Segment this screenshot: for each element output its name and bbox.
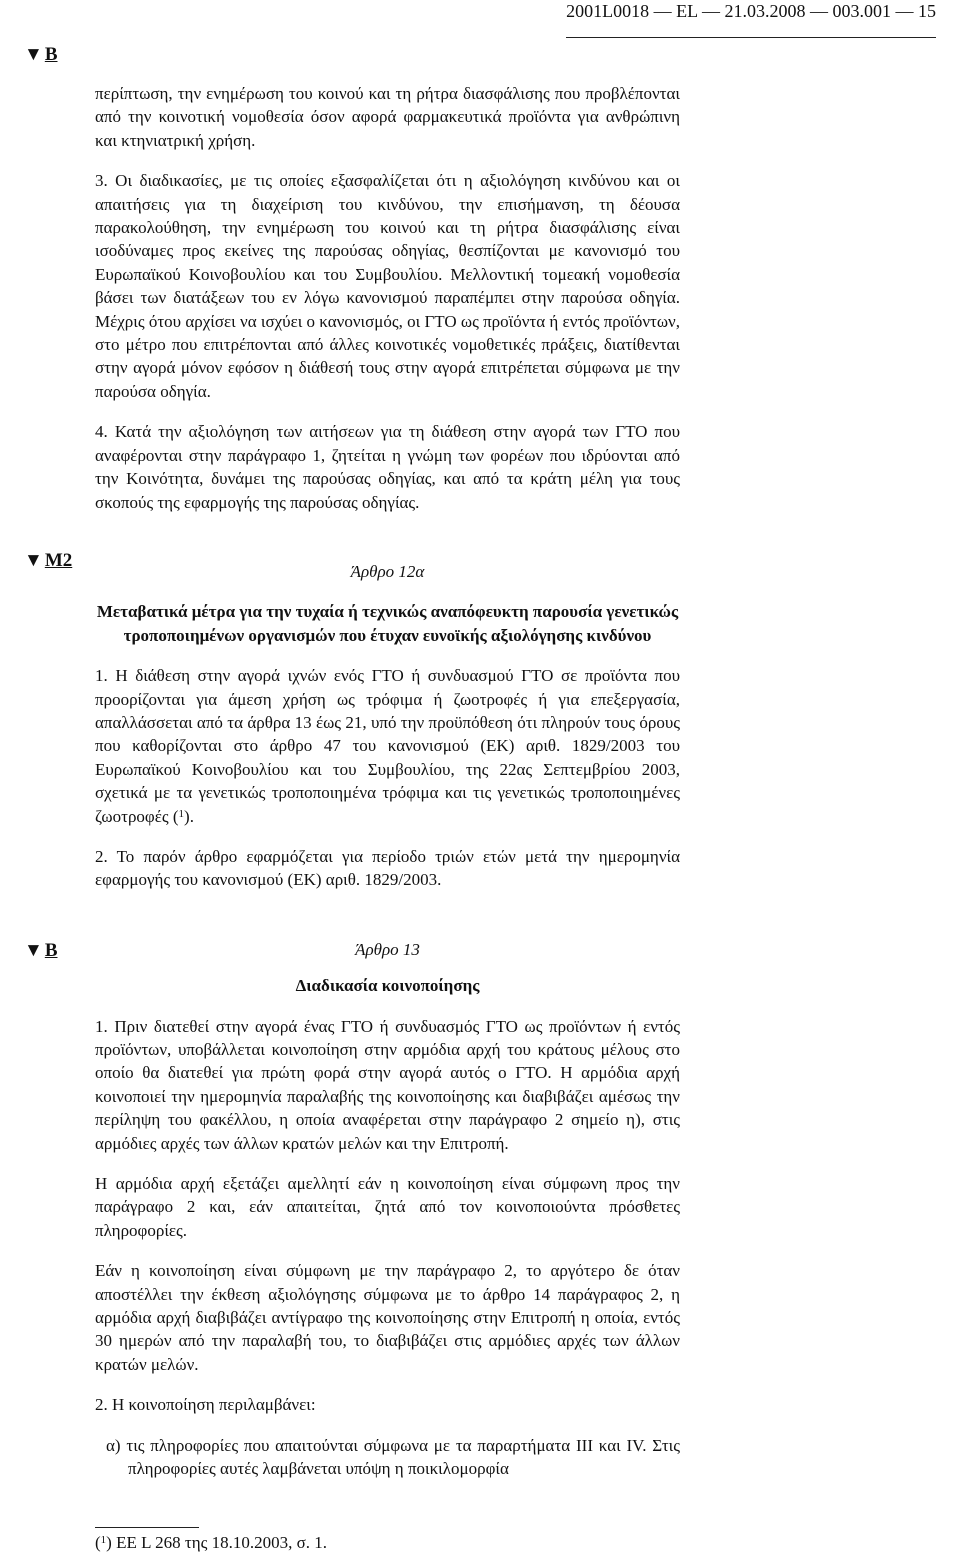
marker-label: B — [44, 44, 58, 65]
down-triangle-icon: ▼ — [24, 940, 43, 961]
footnote-text: ΕΕ L 268 της 18.10.2003, σ. 1. — [111, 1533, 327, 1552]
down-triangle-icon: ▼ — [24, 44, 43, 65]
article-13-paragraph-1-b: Η αρμόδια αρχή εξετάζει αμελλητί εάν η κοινοποίηση είναι σύμφωνη προς την παράγραφο 2 και, εάν απαιτείται, ζητά από τον κοινοποιούντα πρόσθετες πληροφορίες. — [95, 1174, 680, 1240]
marker-label: B — [44, 940, 58, 961]
footnote-marker: 1 — [100, 1534, 107, 1546]
page-header: 2001L0018 — EL — 21.03.2008 — 003.001 — 15 — [566, 0, 936, 38]
article-12a-paragraph-1: 1. Η διάθεση στην αγορά ιχνών ενός ΓΤΟ ή συνδυασμού ΓΤΟ σε προϊόντα που προορίζονται για άμεση χρήση ως τρόφιμα ή ζωοτροφές ή για επεξεργασία, απαλλάσσεται από τα άρθρα 13 έως 21, υπό την προϋπόθεση ότι πληρούν τους όρους που καθορίζονται στο άρθρο 47 του κανονισμού (ΕΚ) αριθ. 1829/2003 του Ευρωπαϊκού Κοινοβουλίου και του Συμβουλίου, της 22ας Σεπτεμβρίου 2003, σχετικά με τα γενετικώς τροποποιημένα τρόφιμα και τις γενετικώς τροποποιημένες ζωοτροφές ($^1$). — [95, 666, 680, 826]
down-triangle-icon: ▼ — [24, 550, 43, 571]
article-12a-heading: Μεταβατικά μέτρα για την τυχαία ή τεχνικώς αναπόφευκτη παρουσία γενετικώς τροποποιημένων οργανισμών που έτυχαν ευνοϊκής αξιολόγησης κινδύνου — [96, 602, 679, 645]
article-12a-paragraph-2: 2. Το παρόν άρθρο εφαρμόζεται για περίοδο τριών ετών μετά την ημερομηνία εφαρμογής του κανονισμού (ΕΚ) αριθ. 1829/2003. — [95, 846, 680, 890]
document-body — [95, 82, 680, 1481]
footnote: ($^1$) ΕΕ L 268 της 18.10.2003, σ. 1. — [95, 1533, 327, 1552]
article-13-paragraph-1-c: Εάν η κοινοποίηση είναι σύμφωνη με την παράγραφο 2, το αργότερο δε όταν αποστέλλει την έκθεση αξιολόγησης σύμφωνα με το άρθρο 14 παράγραφος 2, η αρμόδια αρχή διαβιβάζει αντίγραφο της κοινοποίησης στην Επιτροπή η οποία, εντός 30 ημερών από την παραλαβή του, το διαβιβάζει στις αρμόδιες αρχές των άλλων κρατών μελών. — [95, 1261, 680, 1374]
article-13-title: Άρθρο 13 — [355, 939, 420, 959]
amendment-marker-b — [24, 940, 58, 962]
article-12a-title: Άρθρο 12α — [350, 561, 425, 581]
marker-label: M2 — [44, 550, 73, 571]
list-item-a: α) τις πληροφορίες που απαιτούνται σύμφωνα με τα παραρτήματα III και IV. Στις πληροφορίες αυτές λαμβάνεται υπόψη η ποικιλομορφία — [106, 1435, 680, 1479]
footnote-divider — [95, 1527, 199, 1528]
article-13-heading: Διαδικασία κοινοποίησης — [295, 976, 480, 996]
article-13-paragraph-1: 1. Πριν διατεθεί στην αγορά ένας ΓΤΟ ή συνδυασμός ΓΤΟ ως προϊόντων ή εντός προϊόντων, υποβάλλεται κοινοποίηση στην αρμόδια αρχή του κράτους μέλους στο οποίο θα διατεθεί για πρώτη φορά στην αγορά αυτός ο ΓΤΟ. Η αρμόδια αρχή κοινοποιεί την ημερομηνία παραλαβής της κοινοποίησης και διαβιβάζει αμέσως την περίληψη του φακέλλου, η οποία αναφέρεται στην παράγραφο 2 σημείο η), στις αρμόδιες αρχές των άλλων κρατών μελών και την Επιτροπή. — [95, 1016, 680, 1153]
article-13-paragraph-2: 2. Η κοινοποίηση περιλαμβάνει: — [95, 1395, 316, 1415]
footnote-reference: 1 — [178, 807, 185, 820]
amendment-marker-m2 — [24, 550, 72, 572]
paragraph-3: 3. Οι διαδικασίες, με τις οποίες εξασφαλίζεται ότι η αξιολόγηση κινδύνου και οι απαιτήσεις για τη διαχείριση του κινδύνου, την επισήμανση, τη δέουσα παρακολούθηση, την ενημέρωση του κοινού και τη ρήτρα διασφάλισης είναι ισοδύναμες προς εκείνες της παρούσας οδηγίας, θεσπίζονται με κανονισμό του Ευρωπαϊκού Κοινοβουλίου και του Συμβουλίου. Μελλοντική τομεακή νομοθεσία βάσει των διατάξεων του εν λόγω κανονισμού παραπέμπει στην παρούσα οδηγία. Μέχρις ότου αρχίσει να ισχύει ο κανονισμός, οι ΓΤΟ ως προϊόντα ή εντός προϊόντων, στο μέτρο που επιτρέπονται από άλλες κοινοτικές νομοθετικές πράξεις, διατίθενται στην αγορά μόνον εφόσον η διάθεσή τους στην αγορά επιτρέπεται σύμφωνα με την παρούσα οδηγία. — [95, 171, 680, 401]
paragraph-continuation: περίπτωση, την ενημέρωση του κοινού και τη ρήτρα διασφάλισης που προβλέπονται από την κοινοτική νομοθεσία όσον αφορά φαρμακευτικά προϊόντα για ανθρώπινη και κτηνιατρική χρήση. — [95, 84, 680, 150]
paragraph-4: 4. Κατά την αξιολόγηση των αιτήσεων για τη διάθεση στην αγορά των ΓΤΟ που αναφέρονται στην παράγραφο 1, ζητείται η γνώμη των φορέων που ιδρύονται από την Κοινότητα, δυνάμει της παρούσας οδηγίας, και από τα κράτη μέλη για τους σκοπούς της εφαρμογής της παρούσας οδηγίας. — [95, 422, 680, 512]
amendment-marker-b — [24, 44, 58, 66]
